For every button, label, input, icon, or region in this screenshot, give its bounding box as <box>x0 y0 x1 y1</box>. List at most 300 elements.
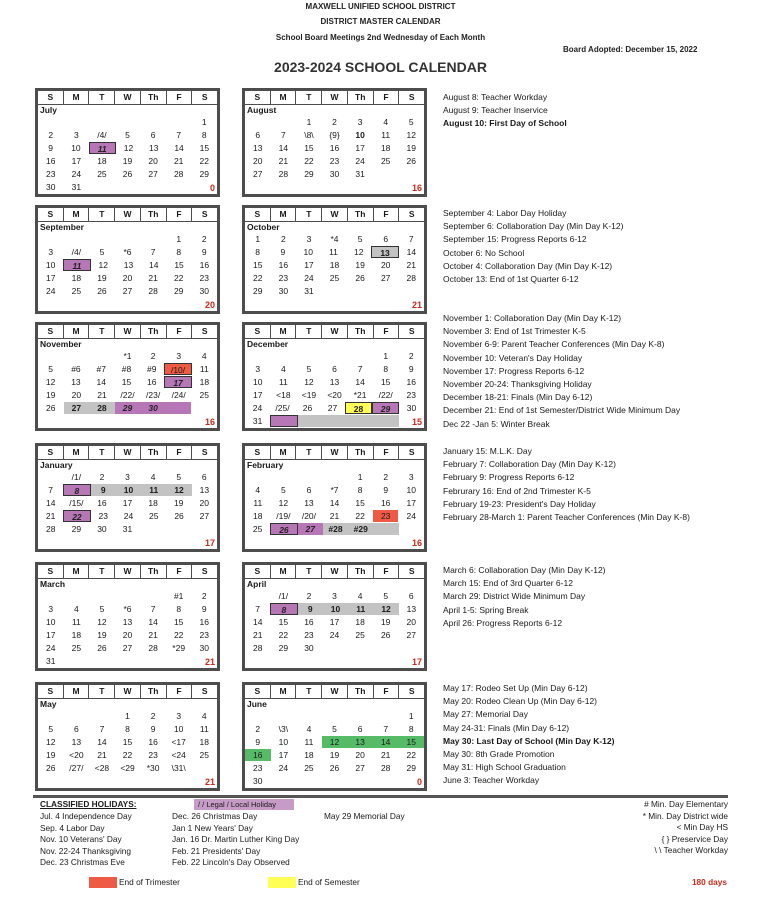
weekday-label: Th <box>348 565 374 578</box>
weekday-label: Th <box>141 685 167 698</box>
day-cell: 5 <box>48 363 53 374</box>
day-cell: 6 <box>150 129 156 140</box>
day-cell: 15 <box>398 736 424 748</box>
weekday-label: Th <box>141 91 167 104</box>
day-cell: 12 <box>278 497 289 508</box>
week-row <box>38 628 217 641</box>
day-cell: 9 <box>298 603 323 615</box>
day-cell: 31 <box>122 523 133 534</box>
day-cell <box>115 181 141 193</box>
day-cell: 25 <box>71 285 82 296</box>
week-row <box>38 722 217 735</box>
note-line: November 6-9: Parent Teacher Conferences (Min Day K-8) <box>443 339 665 350</box>
day-cell: 13 <box>123 259 134 270</box>
week-row <box>245 774 424 787</box>
weekday-header <box>38 685 217 699</box>
day-cell: 16 <box>329 142 340 153</box>
note-line: April 26: Progress Reports 6-12 <box>443 617 563 628</box>
day-cell: 15 <box>355 497 365 508</box>
day-cell <box>373 415 398 427</box>
school-day-count: 21 <box>411 300 422 310</box>
day-cell: 13 <box>71 736 82 747</box>
week-row <box>245 722 424 735</box>
day-cell: 30 <box>253 775 263 786</box>
note-line: November 10: Veteran's Day Holiday <box>443 352 583 363</box>
week-row <box>245 589 424 602</box>
day-cell: 31 <box>71 181 82 192</box>
day-cell: 21 <box>173 155 184 166</box>
note-line: January 15: M.L.K. Day <box>443 446 532 456</box>
day-cell: 16 <box>406 376 416 387</box>
day-cell: 10 <box>116 484 141 496</box>
day-cell: 8 <box>255 246 260 257</box>
day-cell: 28 <box>406 272 416 283</box>
day-cell <box>398 168 424 180</box>
day-cell: 11 <box>63 259 90 271</box>
day-cell <box>322 350 348 362</box>
note-line: September 4: Labor Day Holiday <box>443 208 567 218</box>
day-cell: 27 <box>380 272 391 283</box>
weekday-label: Th <box>141 446 167 459</box>
day-cell <box>245 350 271 362</box>
weekday-label: W <box>115 325 141 338</box>
week-row <box>245 167 424 180</box>
day-cell: 5 <box>176 471 182 482</box>
day-cell: 18 <box>355 616 365 627</box>
symbol-key <box>643 799 728 857</box>
day-cell: 24 <box>46 642 56 653</box>
week-row <box>38 388 217 401</box>
day-cell: 16 <box>278 259 289 270</box>
day-cell <box>166 402 192 414</box>
day-cell: 4 <box>201 710 207 721</box>
note-line: March 6: Collaboration Day (Min Day K-12) <box>443 565 606 575</box>
weekday-label: W <box>115 91 141 104</box>
weekday-label: T <box>296 685 322 698</box>
note-line: April 1-5: Spring Break <box>443 604 529 615</box>
day-cell: 16 <box>380 497 391 508</box>
note-line: June 3: Teacher Workday <box>443 775 540 786</box>
day-cell: 14 <box>174 142 184 153</box>
day-cell: 10 <box>71 142 81 153</box>
day-cell: 16 <box>97 497 107 508</box>
day-cell <box>322 642 348 654</box>
day-cell: 3 <box>306 233 312 244</box>
day-cell: 17 <box>122 497 133 508</box>
weekday-label: S <box>201 326 208 336</box>
weekday-label: W <box>322 685 348 698</box>
day-cell: 15 <box>278 616 289 627</box>
month-january <box>35 443 220 552</box>
day-cell: 25 <box>71 642 82 653</box>
day-cell <box>166 655 192 667</box>
week-row <box>245 271 424 284</box>
day-cell: 17 <box>164 376 191 388</box>
weekday-label: F <box>167 565 193 578</box>
day-cell <box>38 710 64 722</box>
day-cell: 13 <box>149 142 159 153</box>
day-cell: 10 <box>355 129 365 140</box>
weekday-label: F <box>374 565 400 578</box>
day-cell: 12 <box>406 129 416 140</box>
day-cell <box>347 350 373 362</box>
day-cell <box>322 471 348 483</box>
school-day-count: 21 <box>204 777 215 787</box>
weekday-label: W <box>322 565 348 578</box>
day-cell: 9 <box>48 142 53 153</box>
day-cell: 10 <box>173 723 184 734</box>
week-row <box>245 414 424 427</box>
month-june <box>242 682 427 791</box>
day-cell: #6 <box>71 363 81 374</box>
weekday-header <box>38 91 217 105</box>
day-cell <box>373 710 399 722</box>
day-cell <box>140 233 166 245</box>
weekday-label: F <box>374 325 400 338</box>
day-cell: 28 <box>345 402 372 414</box>
day-cell <box>166 116 192 128</box>
day-cell: <20 <box>327 389 342 400</box>
day-cell: 8 <box>270 603 297 615</box>
day-cell <box>271 710 297 722</box>
day-cell: 15 <box>304 142 314 153</box>
day-cell: #29 <box>348 523 373 535</box>
weekday-label: T <box>296 325 322 338</box>
day-cell: 31 <box>304 285 314 296</box>
month-august <box>242 88 427 197</box>
day-cell: 12 <box>322 736 348 748</box>
day-cell: #1 <box>173 590 184 601</box>
day-cell: 5 <box>306 363 312 374</box>
day-cell: 15 <box>122 736 133 747</box>
week-row <box>245 141 424 154</box>
note-line: October 13: End of 1st Quarter 6-12 <box>443 274 579 285</box>
day-cell <box>89 181 115 193</box>
day-cell: 1 <box>306 116 312 127</box>
day-cell: 11 <box>199 723 209 734</box>
day-cell: 3 <box>332 590 337 601</box>
day-cell: 27 <box>122 642 133 653</box>
weekday-label: S <box>38 446 64 459</box>
weekday-label: T <box>89 208 115 221</box>
month-name: January <box>40 460 73 470</box>
week-row <box>38 141 217 154</box>
day-cell: 3 <box>74 129 79 140</box>
day-cell: 26 <box>406 155 416 166</box>
day-cell: 15 <box>253 259 263 270</box>
day-cell <box>166 181 192 193</box>
day-cell: 17 <box>355 142 365 153</box>
school-day-count: 17 <box>411 657 422 667</box>
day-cell: 2 <box>150 710 156 721</box>
day-cell: 28 <box>148 285 158 296</box>
weekday-label: S <box>38 91 64 104</box>
week-row <box>245 128 424 141</box>
day-cell: 13 <box>406 603 417 614</box>
day-cell: 20 <box>355 749 365 760</box>
day-cell: 27 <box>298 523 323 535</box>
day-cell <box>270 415 297 427</box>
notes-group <box>443 682 743 788</box>
note-line: May 24-31: Finals (Min Day 6-12) <box>443 722 570 733</box>
day-cell: 15 <box>173 616 184 627</box>
week-row <box>38 375 217 388</box>
board-meetings-note: School Board Meetings 2nd Wednesday of Each Month <box>275 33 486 42</box>
day-cell: 11 <box>89 142 116 154</box>
day-cell: 3 <box>125 471 130 482</box>
day-cell: 7 <box>48 484 53 495</box>
week-row <box>38 167 217 180</box>
week-row <box>245 401 424 414</box>
notes-group <box>443 312 743 431</box>
day-cell: 30 <box>406 402 417 413</box>
day-cell: 16 <box>199 616 209 627</box>
day-cell: 24 <box>355 155 365 166</box>
day-cell: \8\ <box>304 129 314 140</box>
day-cell: 18 <box>253 510 263 521</box>
day-cell: <19 <box>301 389 317 400</box>
note-line: October 4: Collaboration Day (Min Day K-12) <box>443 260 613 271</box>
day-cell: 22 <box>122 749 133 760</box>
day-cell: 12 <box>46 736 56 747</box>
day-cell: 10 <box>406 484 416 495</box>
weekday-header <box>245 565 424 579</box>
day-cell: 20 <box>122 272 133 283</box>
day-cell: /24/ <box>171 389 186 400</box>
month-name: April <box>247 579 267 589</box>
day-cell: 26 <box>46 402 56 413</box>
day-cell: 14 <box>355 376 365 387</box>
day-cell: 10 <box>45 259 56 270</box>
day-cell: \3\ <box>278 723 289 734</box>
day-cell <box>347 642 373 654</box>
day-cell: 17 <box>304 259 314 270</box>
day-cell: 7 <box>408 233 414 244</box>
weekday-label: S <box>38 685 64 698</box>
day-cell <box>271 350 297 362</box>
day-cell: 28 <box>148 642 158 653</box>
weekday-label: Th <box>348 446 374 459</box>
day-cell: 5 <box>383 590 389 601</box>
day-cell: 17 <box>406 497 416 508</box>
day-cell: 28 <box>278 168 289 179</box>
weekday-label: S <box>38 565 64 578</box>
day-cell: 20 <box>253 155 263 166</box>
month-name: May <box>40 699 57 709</box>
weekday-label: Th <box>141 208 167 221</box>
day-cell: 23 <box>199 272 209 283</box>
weekday-label: S <box>408 566 415 576</box>
day-cell: 16 <box>199 259 210 270</box>
trimester-swatch <box>89 877 117 888</box>
weekday-label: W <box>115 208 141 221</box>
weekday-header <box>245 446 424 460</box>
day-cell <box>115 590 141 602</box>
day-cell: 7 <box>383 723 389 734</box>
weekday-label: S <box>245 685 271 698</box>
weekday-label: F <box>374 208 400 221</box>
day-cell: 23 <box>148 749 158 760</box>
day-cell: /25/ <box>275 402 290 413</box>
footer-divider <box>33 795 728 798</box>
day-cell: 19 <box>97 629 107 640</box>
day-cell: /1/ <box>278 590 289 601</box>
week-row <box>245 602 424 615</box>
day-cell <box>271 471 297 483</box>
day-cell: 6 <box>357 723 363 734</box>
month-december <box>242 322 427 431</box>
footer-line: * Min. Day District wide <box>642 810 728 821</box>
weekday-label: F <box>374 685 400 698</box>
day-cell <box>322 285 348 297</box>
week-row <box>38 245 217 258</box>
note-line: February 9: Progress Reports 6-12 <box>443 472 575 483</box>
note-line: May 20: Rodeo Clean Up (Min Day 6-12) <box>443 696 598 707</box>
day-cell: 16 <box>148 736 158 747</box>
day-cell: 21 <box>97 389 107 400</box>
weekday-label: S <box>38 325 64 338</box>
day-cell: 27 <box>253 168 263 179</box>
day-cell: /4/ <box>97 129 107 140</box>
day-cell: 30 <box>46 181 56 192</box>
day-cell: 18 <box>199 376 210 387</box>
day-cell: 24 <box>71 168 82 179</box>
weekday-label: T <box>296 91 322 104</box>
weekday-label: Th <box>348 325 374 338</box>
weekday-label: W <box>115 565 141 578</box>
day-cell: /1/ <box>71 471 82 482</box>
day-cell: *4 <box>330 233 339 244</box>
weekday-label: Th <box>348 91 374 104</box>
day-cell <box>347 775 373 787</box>
day-cell: 7 <box>99 723 105 734</box>
school-day-count: 16 <box>204 417 215 427</box>
weekday-label: W <box>115 685 141 698</box>
school-day-count: 21 <box>204 657 215 667</box>
day-cell: 28 <box>380 762 391 773</box>
day-cell: 5 <box>99 246 105 257</box>
month-name: June <box>247 699 267 709</box>
day-cell: 18 <box>199 736 209 747</box>
day-cell <box>191 762 217 774</box>
month-name: March <box>40 579 66 589</box>
weekday-header <box>38 208 217 222</box>
day-cell: 17 <box>253 389 263 400</box>
day-cell: 18 <box>71 629 82 640</box>
day-cell: 24 <box>304 272 314 283</box>
day-cell: 4 <box>383 116 389 127</box>
notes-group <box>443 445 743 524</box>
day-cell: 4 <box>201 350 207 361</box>
school-day-count: 17 <box>204 538 215 548</box>
weekday-label: M <box>64 685 90 698</box>
day-cell <box>373 168 399 180</box>
day-cell: 29 <box>115 402 141 414</box>
day-cell <box>115 655 141 667</box>
week-row <box>245 284 424 297</box>
weekday-label: S <box>245 325 271 338</box>
semester-label: End of Semester <box>298 877 360 887</box>
day-cell: 29 <box>278 642 289 653</box>
week-row <box>38 602 217 615</box>
day-cell: 30 <box>278 285 289 296</box>
day-cell: 9 <box>91 484 116 496</box>
week-row <box>38 735 217 748</box>
note-line: November 3: End of 1st Trimester K-5 <box>443 326 586 337</box>
notes-group <box>443 91 743 131</box>
day-cell: 22 <box>173 629 184 640</box>
day-cell <box>64 233 90 245</box>
day-cell: /10/ <box>164 363 191 375</box>
day-cell: 23 <box>304 629 314 640</box>
day-cell: 3 <box>357 116 363 127</box>
school-day-count: 20 <box>204 300 215 310</box>
day-cell: 20 <box>122 629 133 640</box>
note-line: March 29: District Wide Minimum Day <box>443 591 586 602</box>
month-name: December <box>247 339 289 349</box>
day-cell: 27 <box>199 510 210 521</box>
day-cell: 25 <box>252 523 263 534</box>
weekday-label: Th <box>141 565 167 578</box>
day-cell: 21 <box>253 629 263 640</box>
day-cell: 2 <box>201 233 207 244</box>
week-row <box>245 115 424 128</box>
day-cell: 13 <box>253 142 263 153</box>
note-line: May 17: Rodeo Set Up (Min Day 6-12) <box>443 683 588 693</box>
day-cell: 31 <box>252 415 263 426</box>
day-cell <box>322 775 348 787</box>
day-cell: 14 <box>373 736 399 748</box>
day-cell: 25 <box>199 389 209 400</box>
day-cell: 14 <box>97 736 107 747</box>
day-cell: 9 <box>201 603 207 614</box>
day-cell: 4 <box>74 603 79 614</box>
day-cell: 25 <box>149 510 159 521</box>
day-cell: 24 <box>46 285 56 296</box>
day-cell <box>373 285 399 297</box>
day-cell: 5 <box>99 603 105 614</box>
day-cell: 30 <box>140 402 166 414</box>
day-cell: 12 <box>373 603 398 615</box>
day-cell <box>271 775 297 787</box>
day-cell: 17 <box>71 155 82 166</box>
day-cell: 10 <box>278 736 289 747</box>
day-cell: 15 <box>174 259 184 270</box>
day-cell: 8 <box>201 129 207 140</box>
day-cell: 8 <box>176 603 182 614</box>
day-cell <box>245 590 271 602</box>
notes-group <box>443 564 743 630</box>
week-row <box>245 232 424 245</box>
day-cell: 31 <box>46 655 56 666</box>
day-cell: 8 <box>408 723 414 734</box>
day-cell: 14 <box>253 616 263 627</box>
day-cell <box>296 471 322 483</box>
note-line: Dec 22 -Jan 5: Winter Break <box>443 418 550 429</box>
note-line: November 20-24: Thanksgiving Holiday <box>443 379 592 390</box>
day-cell: 21 <box>148 272 158 283</box>
day-cell: 23 <box>98 510 108 521</box>
day-cell: \31\ <box>171 762 186 773</box>
week-row <box>38 589 217 602</box>
weekday-label: M <box>271 325 297 338</box>
week-row <box>245 375 424 388</box>
day-cell: /23/ <box>146 389 161 400</box>
note-line: September 15: Progress Reports 6-12 <box>443 234 587 245</box>
school-day-count: 16 <box>411 183 422 193</box>
day-cell <box>245 471 271 483</box>
day-cell: 19 <box>406 142 416 153</box>
